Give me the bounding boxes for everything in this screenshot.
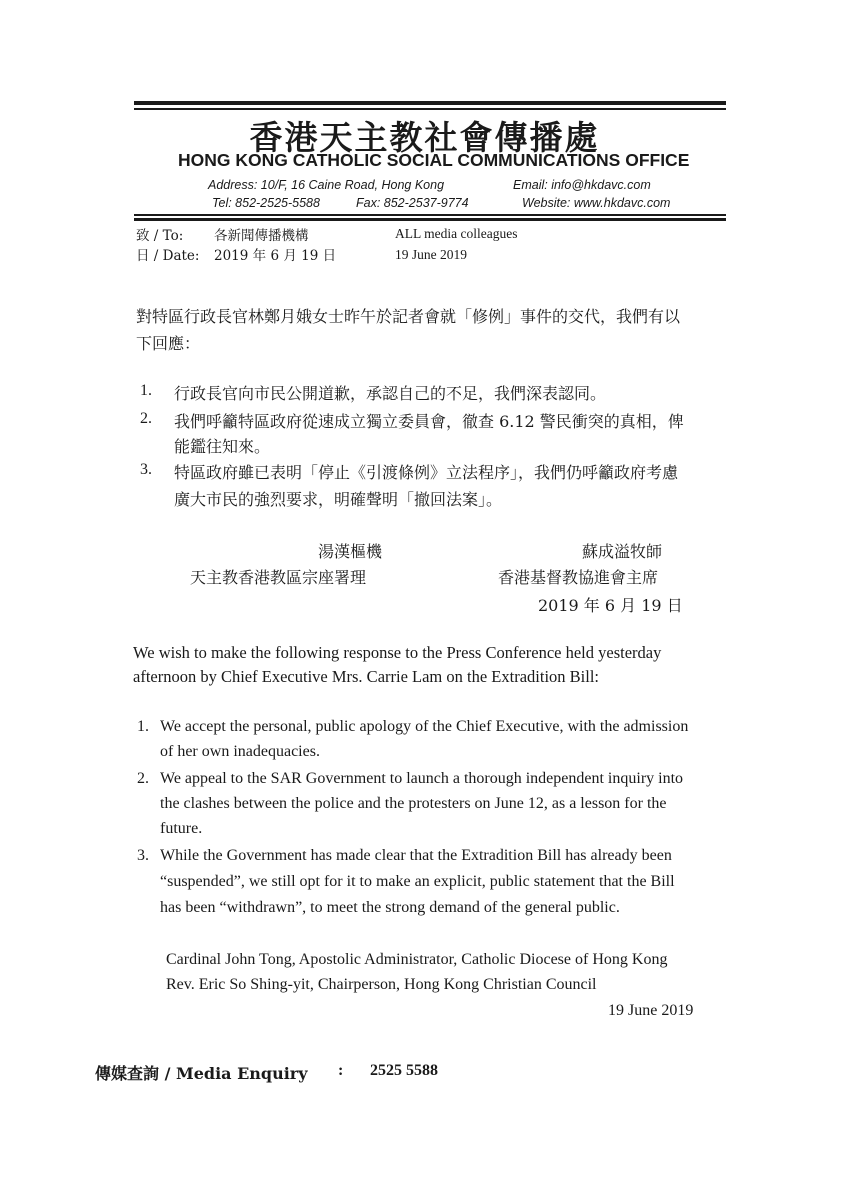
zh-sig-right-name: 蘇成溢牧師: [582, 542, 663, 561]
zh-item-1-line-1: 行政長官向市民公開道歉，承認自己的不足，我們深表認同。: [174, 384, 607, 403]
website-text: Website: www.hkdavc.com: [522, 196, 671, 210]
zh-intro-line-2: 下回應：: [136, 334, 201, 353]
zh-sig-right-title: 香港基督教協進會主席: [498, 568, 659, 587]
en-item-2-line-2: the clashes between the police and the protesters on June 12, as a lesson for the: [160, 795, 667, 812]
en-item-3-line-1: While the Government has made clear that the Extradition Bill has already been: [160, 847, 672, 864]
to-value-en: ALL media colleagues: [395, 226, 518, 241]
to-value-zh: 各新聞傳播機構: [214, 228, 309, 244]
zh-item-number: 2.: [140, 410, 152, 427]
to-label: 致 / To:: [136, 228, 184, 244]
zh-item-number: 1.: [140, 382, 152, 399]
media-enquiry-phone: 2525 5588: [370, 1062, 438, 1079]
zh-sig-left-title: 天主教香港教區宗座署理: [190, 568, 367, 587]
org-name-en: HONG KONG CATHOLIC SOCIAL COMMUNICATIONS OFFICE: [178, 150, 690, 170]
en-item-3-line-3: has been “withdrawn”, to meet the strong demand of the general public.: [160, 899, 620, 916]
zh-item-2-line-2: 能鑑往知來。: [174, 437, 271, 456]
en-sig-line-1: Cardinal John Tong, Apostolic Administrator, Catholic Diocese of Hong Kong: [166, 951, 668, 968]
en-item-1-line-1: We accept the personal, public apology of the Chief Executive, with the admission: [160, 718, 689, 735]
en-sig-line-2: Rev. Eric So Shing-yit, Chairperson, Hong Kong Christian Council: [166, 976, 597, 993]
email-text: Email: info@hkdavc.com: [513, 178, 651, 192]
zh-sig-date: 2019 年 6 月 19 日: [538, 596, 683, 615]
header-bottom-rule-thin: [134, 214, 726, 216]
zh-sig-left-name: 湯漢樞機: [318, 542, 383, 561]
en-intro-line-2: afternoon by Chief Executive Mrs. Carrie Lam on the Extradition Bill:: [133, 667, 600, 686]
en-item-number: 1.: [137, 718, 149, 735]
en-item-3-line-2: “suspended”, we still opt for it to make an explicit, public statement that the Bill: [160, 873, 675, 890]
en-item-1-line-2: of her own inadequacies.: [160, 743, 320, 760]
address-text: Address: 10/F, 16 Caine Road, Hong Kong: [208, 178, 445, 192]
header-top-rule-thick: [134, 101, 726, 105]
en-item-number: 2.: [137, 770, 149, 787]
date-value-en: 19 June 2019: [395, 247, 467, 262]
date-value-zh: 2019 年 6 月 19 日: [214, 248, 337, 264]
zh-item-2-line-1: 我們呼籲特區政府從速成立獨立委員會，徹查 6.12 警民衝突的真相，俾: [174, 412, 684, 431]
date-label: 日 / Date:: [136, 248, 200, 264]
tel-text: Tel: 852-2525-5588: [212, 196, 320, 210]
zh-item-3-line-1: 特區政府雖已表明「停止《引渡條例》立法程序」，我們仍呼籲政府考慮: [174, 463, 679, 482]
media-enquiry-label: 傳媒查詢 / Media Enquiry: [95, 1064, 308, 1083]
zh-intro-line-1: 對特區行政長官林鄭月娥女士昨午於記者會就「修例」事件的交代，我們有以: [136, 307, 681, 326]
en-item-number: 3.: [137, 847, 149, 864]
en-intro-line-1: We wish to make the following response to the Press Conference held yesterday: [133, 643, 662, 662]
zh-item-3-line-2: 廣大市民的強烈要求，明確聲明「撤回法案」。: [174, 490, 503, 509]
org-name-zh: 香港天主教社會傳播處: [249, 118, 600, 157]
en-sig-date: 19 June 2019: [608, 1002, 694, 1019]
header-bottom-rule-thick: [134, 218, 726, 221]
header-top-rule-thin: [134, 108, 726, 110]
zh-item-number: 3.: [140, 461, 152, 478]
en-item-2-line-3: future.: [160, 820, 203, 837]
en-item-2-line-1: We appeal to the SAR Government to launch a thorough independent inquiry into: [160, 770, 684, 787]
fax-text: Fax: 852-2537-9774: [356, 196, 469, 210]
media-enquiry-colon: :: [338, 1062, 344, 1079]
